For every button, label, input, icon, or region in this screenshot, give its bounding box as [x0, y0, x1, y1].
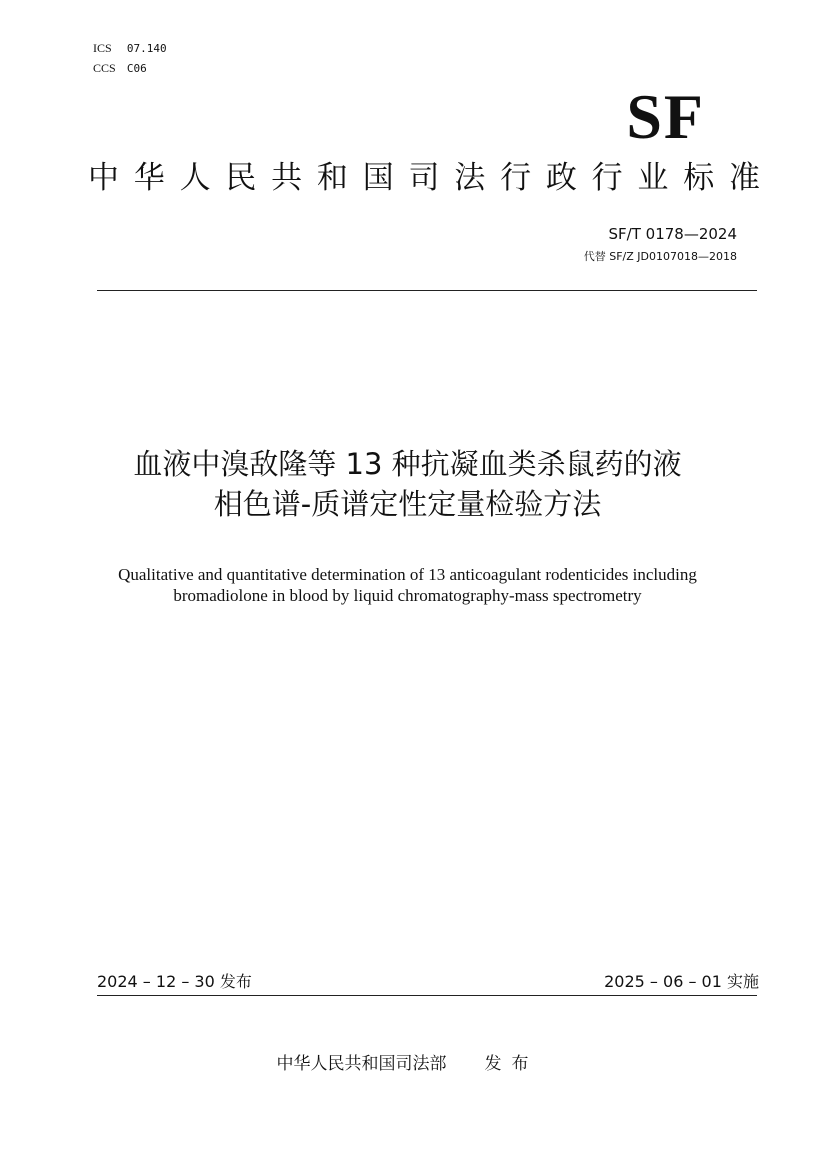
replaces-standard: 代替 SF/Z JD0107018—2018 [583, 250, 737, 263]
implementation-date: 2025 – 06 – 01 实施 [604, 972, 759, 991]
standard-type-heading: 中华人民共和国司法行政行业标准 [88, 160, 760, 196]
title-english [40, 564, 775, 606]
title-chinese-line-2: 相色谱-质谱定性定量检验方法 [213, 487, 602, 521]
title-english-line-2: bromadiolone in blood by liquid chromatography-mass spectrometry [173, 586, 642, 605]
standard-number: SF/T 0178—2024 [608, 225, 737, 243]
ccs-label: CCS [93, 61, 116, 75]
ccs-code [93, 61, 147, 76]
issuer-line [0, 1052, 815, 1076]
issuer-action: 发布 [484, 1054, 539, 1074]
ics-value: 07.140 [126, 42, 167, 55]
issuer-name: 中华人民共和国司法部 [276, 1054, 447, 1074]
title-chinese-line-1: 血液中溴敌隆等 13 种抗凝血类杀鼠药的液 [133, 447, 682, 481]
title-chinese [40, 444, 775, 524]
title-english-line-1: Qualitative and quantitative determination of 13 anticoagulant rodenticides including [118, 565, 697, 584]
ics-label: ICS [93, 41, 112, 55]
sf-logo: SF [626, 81, 705, 152]
ccs-value: C06 [126, 62, 147, 75]
header-divider [97, 290, 757, 291]
footer-divider [97, 995, 757, 996]
issue-date: 2024 – 12 – 30 发布 [97, 972, 252, 991]
ics-code [93, 41, 167, 56]
